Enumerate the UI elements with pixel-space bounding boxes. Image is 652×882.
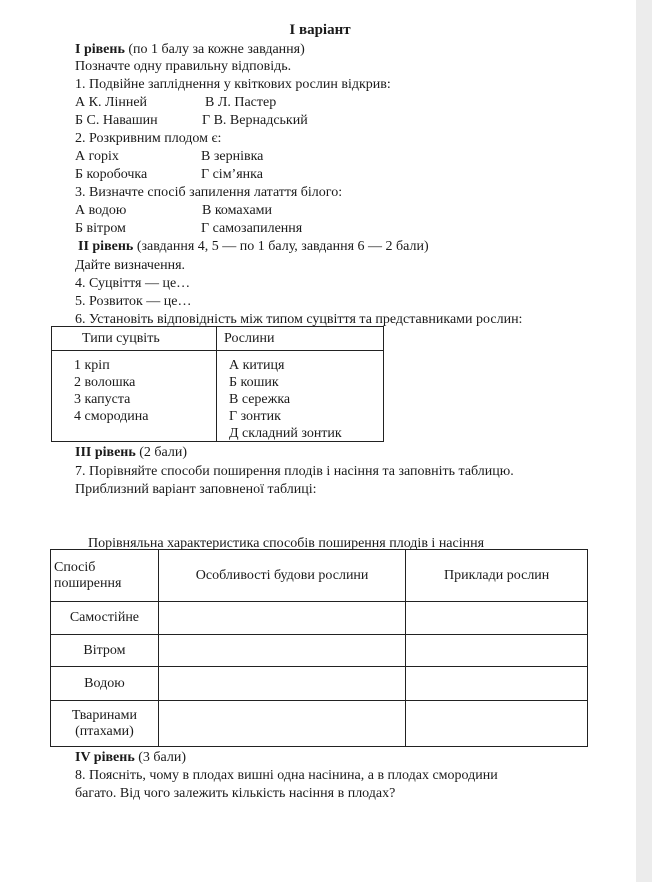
inflorescence-type-d: Д складний зонтик	[229, 426, 342, 441]
q3-option-g: Г самозапилення	[201, 221, 303, 236]
matching-table-header-divider	[52, 350, 383, 351]
variant-title: І варіант	[289, 22, 351, 38]
table-row	[51, 550, 588, 602]
level1-heading	[75, 41, 305, 58]
row-label-wind: Вітром	[51, 635, 159, 667]
level3-heading-rest: (2 бали)	[135, 445, 188, 460]
q3-option-a: А водою	[75, 203, 127, 218]
level1-heading-bold: І рівень	[75, 42, 125, 57]
matching-col2-header: Рослини	[224, 331, 275, 346]
cell-empty[interactable]	[406, 701, 588, 747]
comparison-table	[50, 549, 588, 747]
q2-text: 2. Розкривним плодом є:	[75, 131, 222, 146]
cell-empty[interactable]	[158, 635, 405, 667]
page-edge	[636, 0, 652, 882]
row-label-animals-line1: Тваринами	[71, 707, 137, 723]
table-row	[51, 602, 588, 635]
header-dispersal-method	[51, 550, 159, 602]
inflorescence-plant-2: 2 волошка	[74, 375, 136, 390]
q2-option-v: В зернівка	[201, 149, 264, 164]
inflorescence-type-a: А китиця	[229, 358, 285, 373]
row-label-water: Водою	[51, 667, 159, 701]
level2-heading-bold: ІІ рівень	[78, 239, 134, 254]
cell-empty[interactable]	[406, 602, 588, 635]
row-label-self: Самостійне	[51, 602, 159, 635]
q3-option-b: Б вітром	[75, 221, 126, 236]
q1-option-b: Б С. Навашин	[75, 113, 158, 128]
level2-instruction: Дайте визначення.	[75, 258, 186, 273]
cell-empty[interactable]	[158, 667, 405, 701]
cell-empty[interactable]	[406, 635, 588, 667]
q8-text-line1: 8. Поясніть, чому в плодах вишні одна насінина, а в плодах смородини	[75, 768, 498, 783]
q8-text-line2: багато. Від чого залежить кількість насіння в плодах?	[75, 786, 396, 801]
level4-heading-rest: (3 бали)	[134, 750, 186, 765]
q6-text: 6. Установіть відповідність між типом суцвіття та представниками рослин:	[75, 312, 523, 327]
q7-note: Приблизний варіант заповненої таблиці:	[75, 482, 317, 497]
cell-empty[interactable]	[158, 701, 405, 747]
q2-option-a: А горіх	[75, 149, 119, 164]
q2-option-b: Б коробочка	[75, 167, 148, 182]
q1-option-a: А К. Лінней	[75, 95, 148, 110]
cell-empty[interactable]	[158, 602, 405, 635]
q3-text: 3. Визначте спосіб запилення латаття білого:	[75, 185, 343, 200]
level1-heading-rest: (по 1 балу за кожне завдання)	[124, 42, 305, 57]
inflorescence-type-v: В сережка	[229, 392, 291, 407]
matching-table	[51, 326, 384, 442]
q7-text: 7. Порівняйте способи поширення плодів і насіння та заповніть таблицю.	[75, 464, 514, 479]
matching-col1-header: Типи суцвіть	[82, 331, 160, 346]
matching-table-column-divider	[216, 327, 217, 441]
q2-option-g: Г сім’янка	[201, 167, 263, 182]
inflorescence-plant-3: 3 капуста	[74, 392, 131, 407]
row-label-animals	[51, 701, 159, 747]
header-dispersal-method-line2: поширення	[54, 575, 122, 591]
q1-option-v: В Л. Пастер	[205, 95, 277, 110]
cell-empty[interactable]	[406, 667, 588, 701]
table-row	[51, 701, 588, 747]
level4-heading-bold: IV рівень	[75, 750, 135, 765]
header-plant-structure: Особливості будови рослини	[158, 550, 405, 602]
inflorescence-plant-4: 4 смородина	[74, 409, 149, 424]
q5-text: 5. Розвиток — це…	[75, 294, 192, 309]
level3-heading-bold: ІІІ рівень	[75, 445, 136, 460]
q1-text: 1. Подвійне запліднення у квіткових рослин відкрив:	[75, 77, 391, 92]
row-label-animals-line2: (птахами)	[75, 723, 134, 739]
level2-heading	[78, 238, 429, 255]
inflorescence-type-b: Б кошик	[229, 375, 279, 390]
q1-option-g: Г В. Вернадський	[202, 113, 308, 128]
header-dispersal-method-line1: Спосіб	[54, 559, 96, 575]
table-row	[51, 667, 588, 701]
q3-option-v: В комахами	[202, 203, 273, 218]
inflorescence-type-g: Г зонтик	[229, 409, 281, 424]
comparison-table-caption: Порівняльна характеристика способів поширення плодів і насіння	[88, 536, 485, 551]
level2-heading-rest: (завдання 4, 5 — по 1 балу, завдання 6 — 2 бали)	[133, 239, 429, 254]
inflorescence-plant-1: 1 кріп	[74, 358, 110, 373]
q4-text: 4. Суцвіття — це…	[75, 276, 191, 291]
table-row	[51, 635, 588, 667]
level3-heading	[75, 444, 187, 461]
header-plant-examples: Приклади рослин	[406, 550, 588, 602]
level1-instruction: Позначте одну правильну відповідь.	[75, 59, 292, 74]
level4-heading	[75, 749, 186, 766]
